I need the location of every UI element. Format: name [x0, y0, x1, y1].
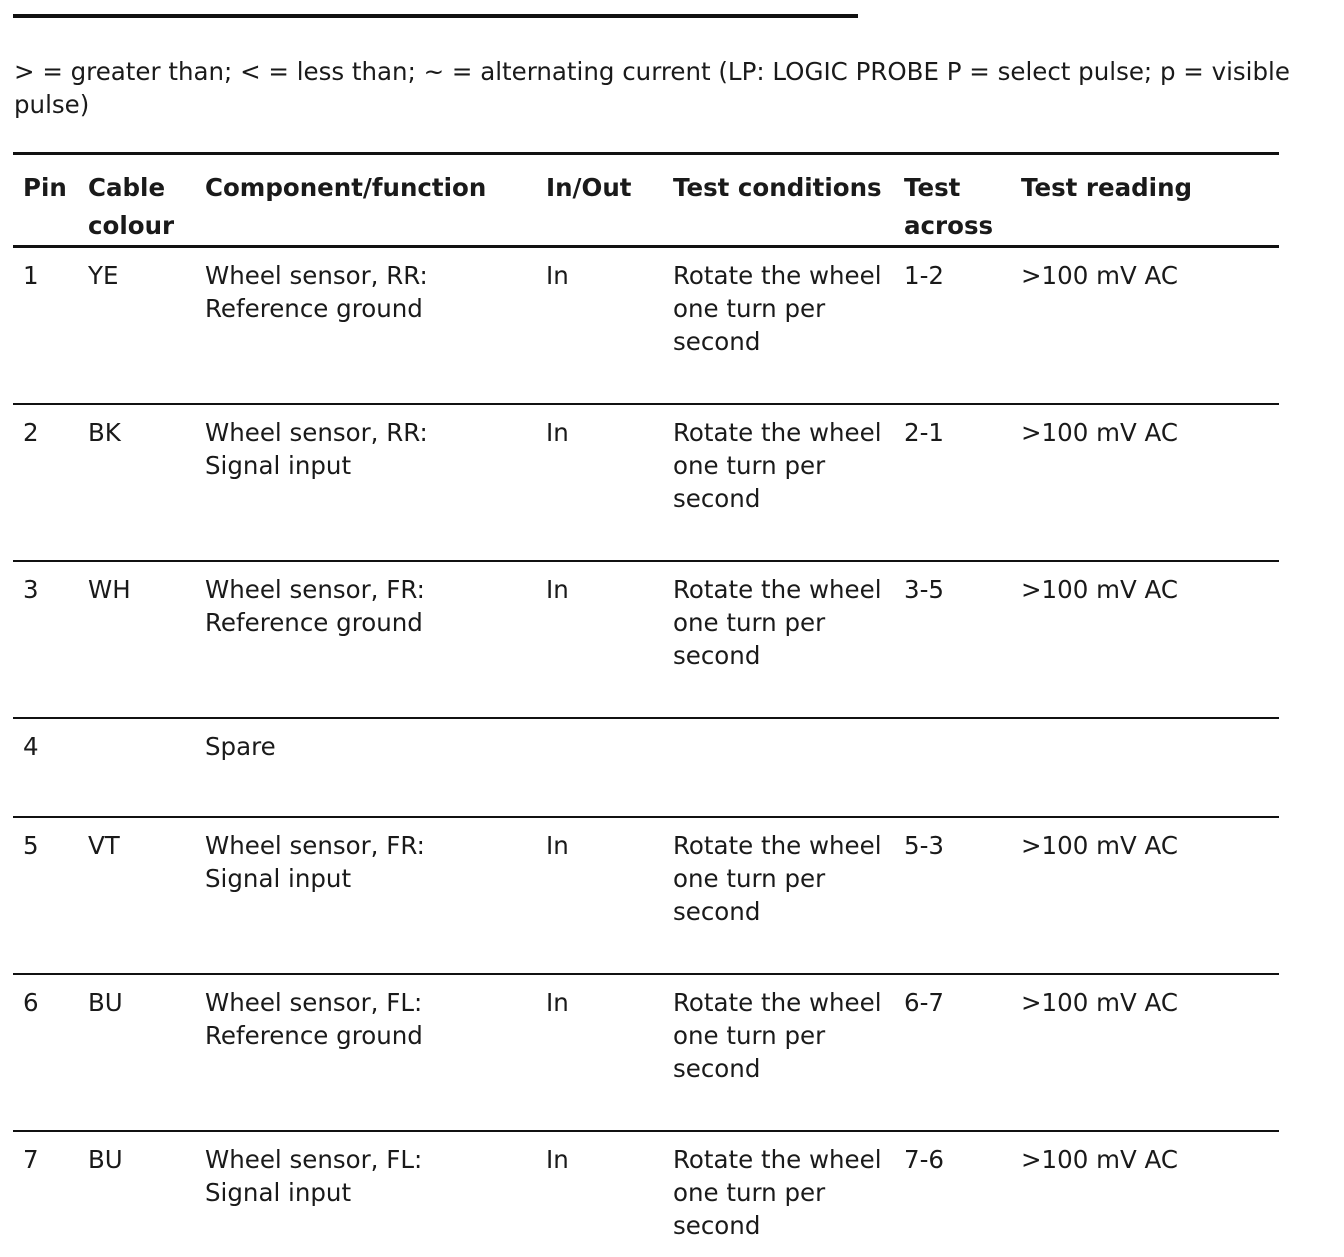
cell-conditions: Rotate the wheel one turn per second: [673, 1144, 882, 1240]
function-line: Wheel sensor, FR:: [205, 830, 425, 860]
cell-reading: >100 mV AC: [1011, 817, 1279, 974]
cell-function: [195, 974, 536, 1131]
function-line: Reference ground: [205, 294, 423, 323]
function-line: Wheel sensor, FL:: [205, 1144, 423, 1174]
cell-pin: 6: [13, 974, 78, 1131]
cell-colour: WH: [78, 561, 195, 718]
cell-colour: BU: [78, 974, 195, 1131]
cell-conditions: Rotate the wheel one turn per second: [663, 817, 894, 974]
cell-across: 7-6: [904, 1144, 945, 1174]
cell-function: [195, 817, 536, 974]
cell-pin: 7: [23, 1144, 39, 1174]
cell-pin: 1: [13, 247, 78, 404]
cell-across: 1-2: [894, 247, 1011, 404]
function-line: Spare: [205, 731, 276, 761]
cell-across: 6-7: [894, 974, 1011, 1131]
cell-across: 3-5: [894, 561, 1011, 718]
function-line: Reference ground: [205, 607, 423, 637]
cell-reading: >100 mV AC: [1011, 974, 1279, 1131]
header-pin: Pin: [13, 154, 78, 247]
cell-conditions: Rotate the wheel one turn per second: [663, 561, 894, 718]
top-rule: [13, 14, 858, 18]
header-cable-colour: Cable colour: [78, 154, 195, 247]
header-test-reading: Test reading: [1011, 154, 1279, 247]
table-row: [13, 974, 1279, 1131]
cell-function: [195, 247, 536, 404]
header-test-across: Test across: [894, 154, 1011, 247]
cell-across: 5-3: [894, 817, 1011, 974]
header-component-function: Component/function: [195, 154, 536, 247]
cell-in-out: In: [536, 404, 663, 561]
cell-reading: >100 mV AC: [1011, 404, 1279, 561]
cell-in-out: In: [536, 561, 663, 718]
table-row: [13, 247, 1279, 404]
cell-in-out: In: [536, 817, 663, 974]
cell-conditions: Rotate the wheel one turn per second: [663, 247, 894, 404]
cell-pin: 2: [13, 404, 78, 561]
cell-in-out: [536, 718, 663, 817]
table-row: [13, 817, 1279, 974]
function-line: Wheel sensor, RR:: [205, 417, 428, 447]
table-row: [13, 404, 1279, 561]
cell-function: [195, 718, 536, 817]
cell-reading: >100 mV AC: [1011, 561, 1279, 718]
cell-reading: [1011, 718, 1279, 817]
cell-colour: BU: [88, 1144, 123, 1174]
function-line: Signal input: [205, 1177, 352, 1207]
table-row: [13, 718, 1279, 817]
function-line: Wheel sensor, FL:: [205, 987, 423, 1017]
cell-in-out: In: [536, 247, 663, 404]
cell-colour: VT: [78, 817, 195, 974]
cell-across: 2-1: [894, 404, 1011, 561]
cell-colour: [78, 718, 195, 817]
cell-colour: YE: [78, 247, 195, 404]
function-line: Signal input: [205, 863, 352, 893]
table-row: [13, 1131, 1279, 1257]
cell-in-out: In: [546, 1144, 569, 1174]
function-line: Wheel sensor, RR:: [205, 261, 428, 290]
table-header-row: [13, 154, 1279, 247]
cell-across: [894, 718, 1011, 817]
cell-function: [195, 1131, 536, 1257]
function-line: Reference ground: [205, 1020, 423, 1050]
pin-table: [13, 152, 1279, 1257]
cell-pin: 5: [13, 817, 78, 974]
function-line: Wheel sensor, FR:: [205, 574, 425, 604]
cell-function: [195, 561, 536, 718]
cell-conditions: Rotate the wheel one turn per second: [663, 974, 894, 1131]
cell-colour: BK: [78, 404, 195, 561]
table-row: [13, 561, 1279, 718]
cell-conditions: Rotate the wheel one turn per second: [663, 404, 894, 561]
cell-pin: 4: [13, 718, 78, 817]
cell-reading: >100 mV AC: [1021, 1144, 1178, 1174]
header-in-out: In/Out: [536, 154, 663, 247]
cell-pin: 3: [13, 561, 78, 718]
cell-reading: >100 mV AC: [1011, 247, 1279, 404]
function-line: Signal input: [205, 450, 352, 480]
cell-in-out: In: [536, 974, 663, 1131]
legend-text: > = greater than; < = less than; ~ = alternating current (LP: LOGIC PROBE P = select pulse; p = visible pulse): [14, 57, 1290, 119]
header-test-conditions: Test conditions: [663, 154, 894, 247]
cell-function: [195, 404, 536, 561]
cell-conditions: [663, 718, 894, 817]
